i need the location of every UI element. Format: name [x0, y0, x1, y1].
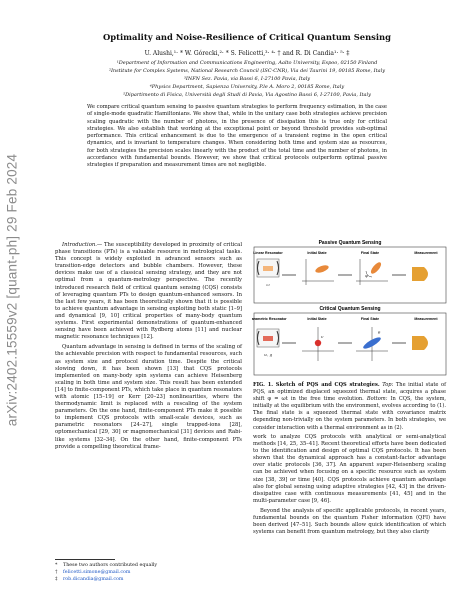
intro-text: — The susceptibility developed in proximity of critical phase transitions (PTs) is a valuable resource in metrological tasks. This concept is widely exploited in advanced sensors such as transition-edge detectors and bubble chambers. However, these devices make use of a classical sensing strategy, and they are not optimal from a quantum-metrology perspective. The recently introduced research field of critical quantum sensing (CQS) consists of leveraging quantum PTs to design quantum-enhanced sensors. In the last few years, it has been theoretically shown that it is possible to achieve quantum advantage in sensing exploiting both static [1–9] and dynamical [9, 10] critical properties of many-body quantum systems. First experimental demonstrations of quantum-enhanced sensing have been achieved with Rydberg atoms [11] and nuclear magnetic resonance techniques [12].	[55, 242, 242, 341]
fig-label-measurement: Measurement	[414, 251, 438, 255]
fig-label-measurement-critical: Measurement	[414, 317, 438, 321]
body-paragraph-4: Beyond the analysis of specific applicable protocols, in recent years, fundamental bounds on the quantum Fisher information (QFI) have been derived [47–51]. Such bounds allow quick identification of which systems can benefit from quantum metrology, but they also clarify	[253, 507, 446, 536]
figure-1-caption	[253, 382, 446, 432]
fig-heading-critical: Critical Quantum Sensing	[319, 306, 381, 312]
section-run-head: Introduction.	[62, 242, 97, 248]
detector-icon	[412, 336, 428, 350]
body-paragraph-3: work to analyze CQS protocols with analytical or semi-analytical methods [14, 25, 35–41]. Recent theoretical efforts have been dedicated to the identification and design of optimal CQS protocols. It has been shown that the dynamical approach has a constant-factor advantage over static protocols [36, 37]. An apparent super-Heisenberg scaling can be achieved when focusing on a specific resource such as system size [38, 39] or time [40]. CQS protocols achieve quantum advantage also for global sensing using adaptive strategies [42, 43] in the driven-dissipative case with continuous measurements [41, 45] and in the multi-parameter case [9, 46].	[253, 434, 446, 504]
figure-1-graphic	[252, 237, 448, 377]
detector-icon	[412, 267, 428, 281]
fig-label-final-state-critical: Final State	[360, 317, 380, 321]
footnote-rule	[55, 559, 115, 560]
caption-title: FIG. 1. Sketch of PQS and CQS strategies.	[253, 382, 380, 388]
svg-text:φ: φ	[365, 273, 368, 278]
fig-label-final-state: Final State	[360, 251, 380, 255]
affiliation-2: ²Institute for Complex Systems, National Research Council (ISC-CNR), Via dei Taurini 19, 00185 Rome, Italy	[108, 68, 386, 74]
caption-text-1: The initial state of PQS, an optimized displaced squeezed thermal state, acquires a phase shift φ = ωt in the free time evolution.	[253, 382, 446, 403]
caption-text-2: In CQS, the system, initially at the equilibrium with the environment, evolves according to (1). The final state is a squeezed thermal state with covariance matrix depending non-trivially on the system parameters. In both strategies, we consider interaction with a thermal environment as in (2).	[253, 396, 447, 431]
fig-label-initial-state: Initial State	[307, 251, 327, 255]
fig-label-parametric-resonator: Parametric Resonator	[252, 317, 287, 321]
fig-label-initial-state-critical: Initial State	[307, 317, 327, 321]
author-list: U. Alushi,¹· * W. Górecki,²· * S. Felicetti,³· ⁴· † and R. Di Candia¹· ⁵· ‡	[144, 50, 350, 57]
footnote-2: † felicetti.simone@gmail.com	[55, 570, 131, 575]
fig-heading-passive: Passive Quantum Sensing	[318, 240, 382, 246]
left-column	[55, 242, 242, 451]
figure-1	[252, 237, 448, 377]
email-link-felicetti[interactable]: felicetti.simone@gmail.com	[63, 570, 131, 575]
caption-bottom-label: Bottom:	[366, 396, 388, 403]
footnote-1: * These two authors contributed equally	[55, 563, 158, 568]
fig-label-linear-resonator: Linear Resonator	[253, 251, 283, 255]
abstract: We compare critical quantum sensing to passive quantum strategies to perform frequency estimation, in the case of single-mode quadratic Hamiltonians. We show that, while in the unitary case both strategies achieve precision scaling quadratic with the number of photons, in the presence of dissipation this is true only for critical strategies. We also establish that working at the exceptional point or beyond threshold provides sub-optimal performance. This critical enhancement is due to the emergence of a transient regime in the open critical dynamics, and is invariant to temperature changes. When considering both time and system size as resources, for both strategies the precision scales linearly with the product of the total time and the number of photons, in accordance with fundamental bounds. However, we show that critical protocols outperform optimal passive strategies if preparation and measurement times are not negligible.	[87, 104, 387, 169]
arxiv-stamp	[4, 150, 20, 430]
arxiv-stamp-text: arXiv:2402.15559v2 [quant-ph] 29 Feb 2024	[4, 153, 20, 427]
footnote-3: ‡ rob.dicandia@gmail.com	[55, 577, 124, 582]
right-column	[253, 434, 446, 536]
svg-text:ω: ω	[266, 282, 270, 287]
affiliation-5: ⁵Dipartimento di Fisica, Università degli Studi di Pavia, Via Agostino Bassi 6, I-27100, Pavia, Italy	[123, 92, 371, 98]
body-paragraph-2: Quantum advantage in sensing is defined in terms of the scaling of the achievable precision with respect to fundamental resources, such as system size and protocol duration time. Despite the critical slowing down, it has been shown [13] that CQS protocols implemented on many-body spin systems can achieve Heisenberg scaling in both time and system size. This result has been extended [14] to finite-component PTs, which take place in quantum resonators with atomic [15–19] or Kerr [20–23] nonlinearities, where the thermodynamic limit is replaced with a rescaling of the system parameters. On the one hand, finite-component PTs make it possible to implement CQS protocols with small-scale devices, such as parametric resonators [24–27], single trapped-ions [28], optomechanical [29, 30] or magnomechanical [31] devices and Rabi-like systems [32–34]. On the other hand, finite-component PTs provide a compelling theoretical frame-	[55, 344, 242, 450]
intro-paragraph	[55, 242, 242, 341]
svg-text:ν: ν	[321, 334, 324, 339]
paper-title: Optimality and Noise-Resilience of Critical Quantum Sensing	[102, 32, 392, 42]
affiliation-4: ⁴Physics Department, Sapienza University, P.le A. Moro 2, 00185 Rome, Italy	[149, 84, 345, 90]
svg-text:ω, g: ω, g	[263, 352, 273, 357]
footnotes	[55, 559, 242, 583]
caption-top-label: Top:	[382, 382, 394, 388]
email-link-dicandia[interactable]: rob.dicandia@gmail.com	[63, 577, 124, 582]
svg-text:θ: θ	[378, 330, 381, 335]
affiliation-1: ¹Department of Information and Communications Engineering, Aalto University, Espoo, 02150 Finland	[116, 60, 378, 66]
affiliation-3: ³INFN Sez. Pavia, via Bassi 6, I-27100 Pavia, Italy	[183, 76, 311, 82]
affiliation-list	[60, 59, 434, 99]
